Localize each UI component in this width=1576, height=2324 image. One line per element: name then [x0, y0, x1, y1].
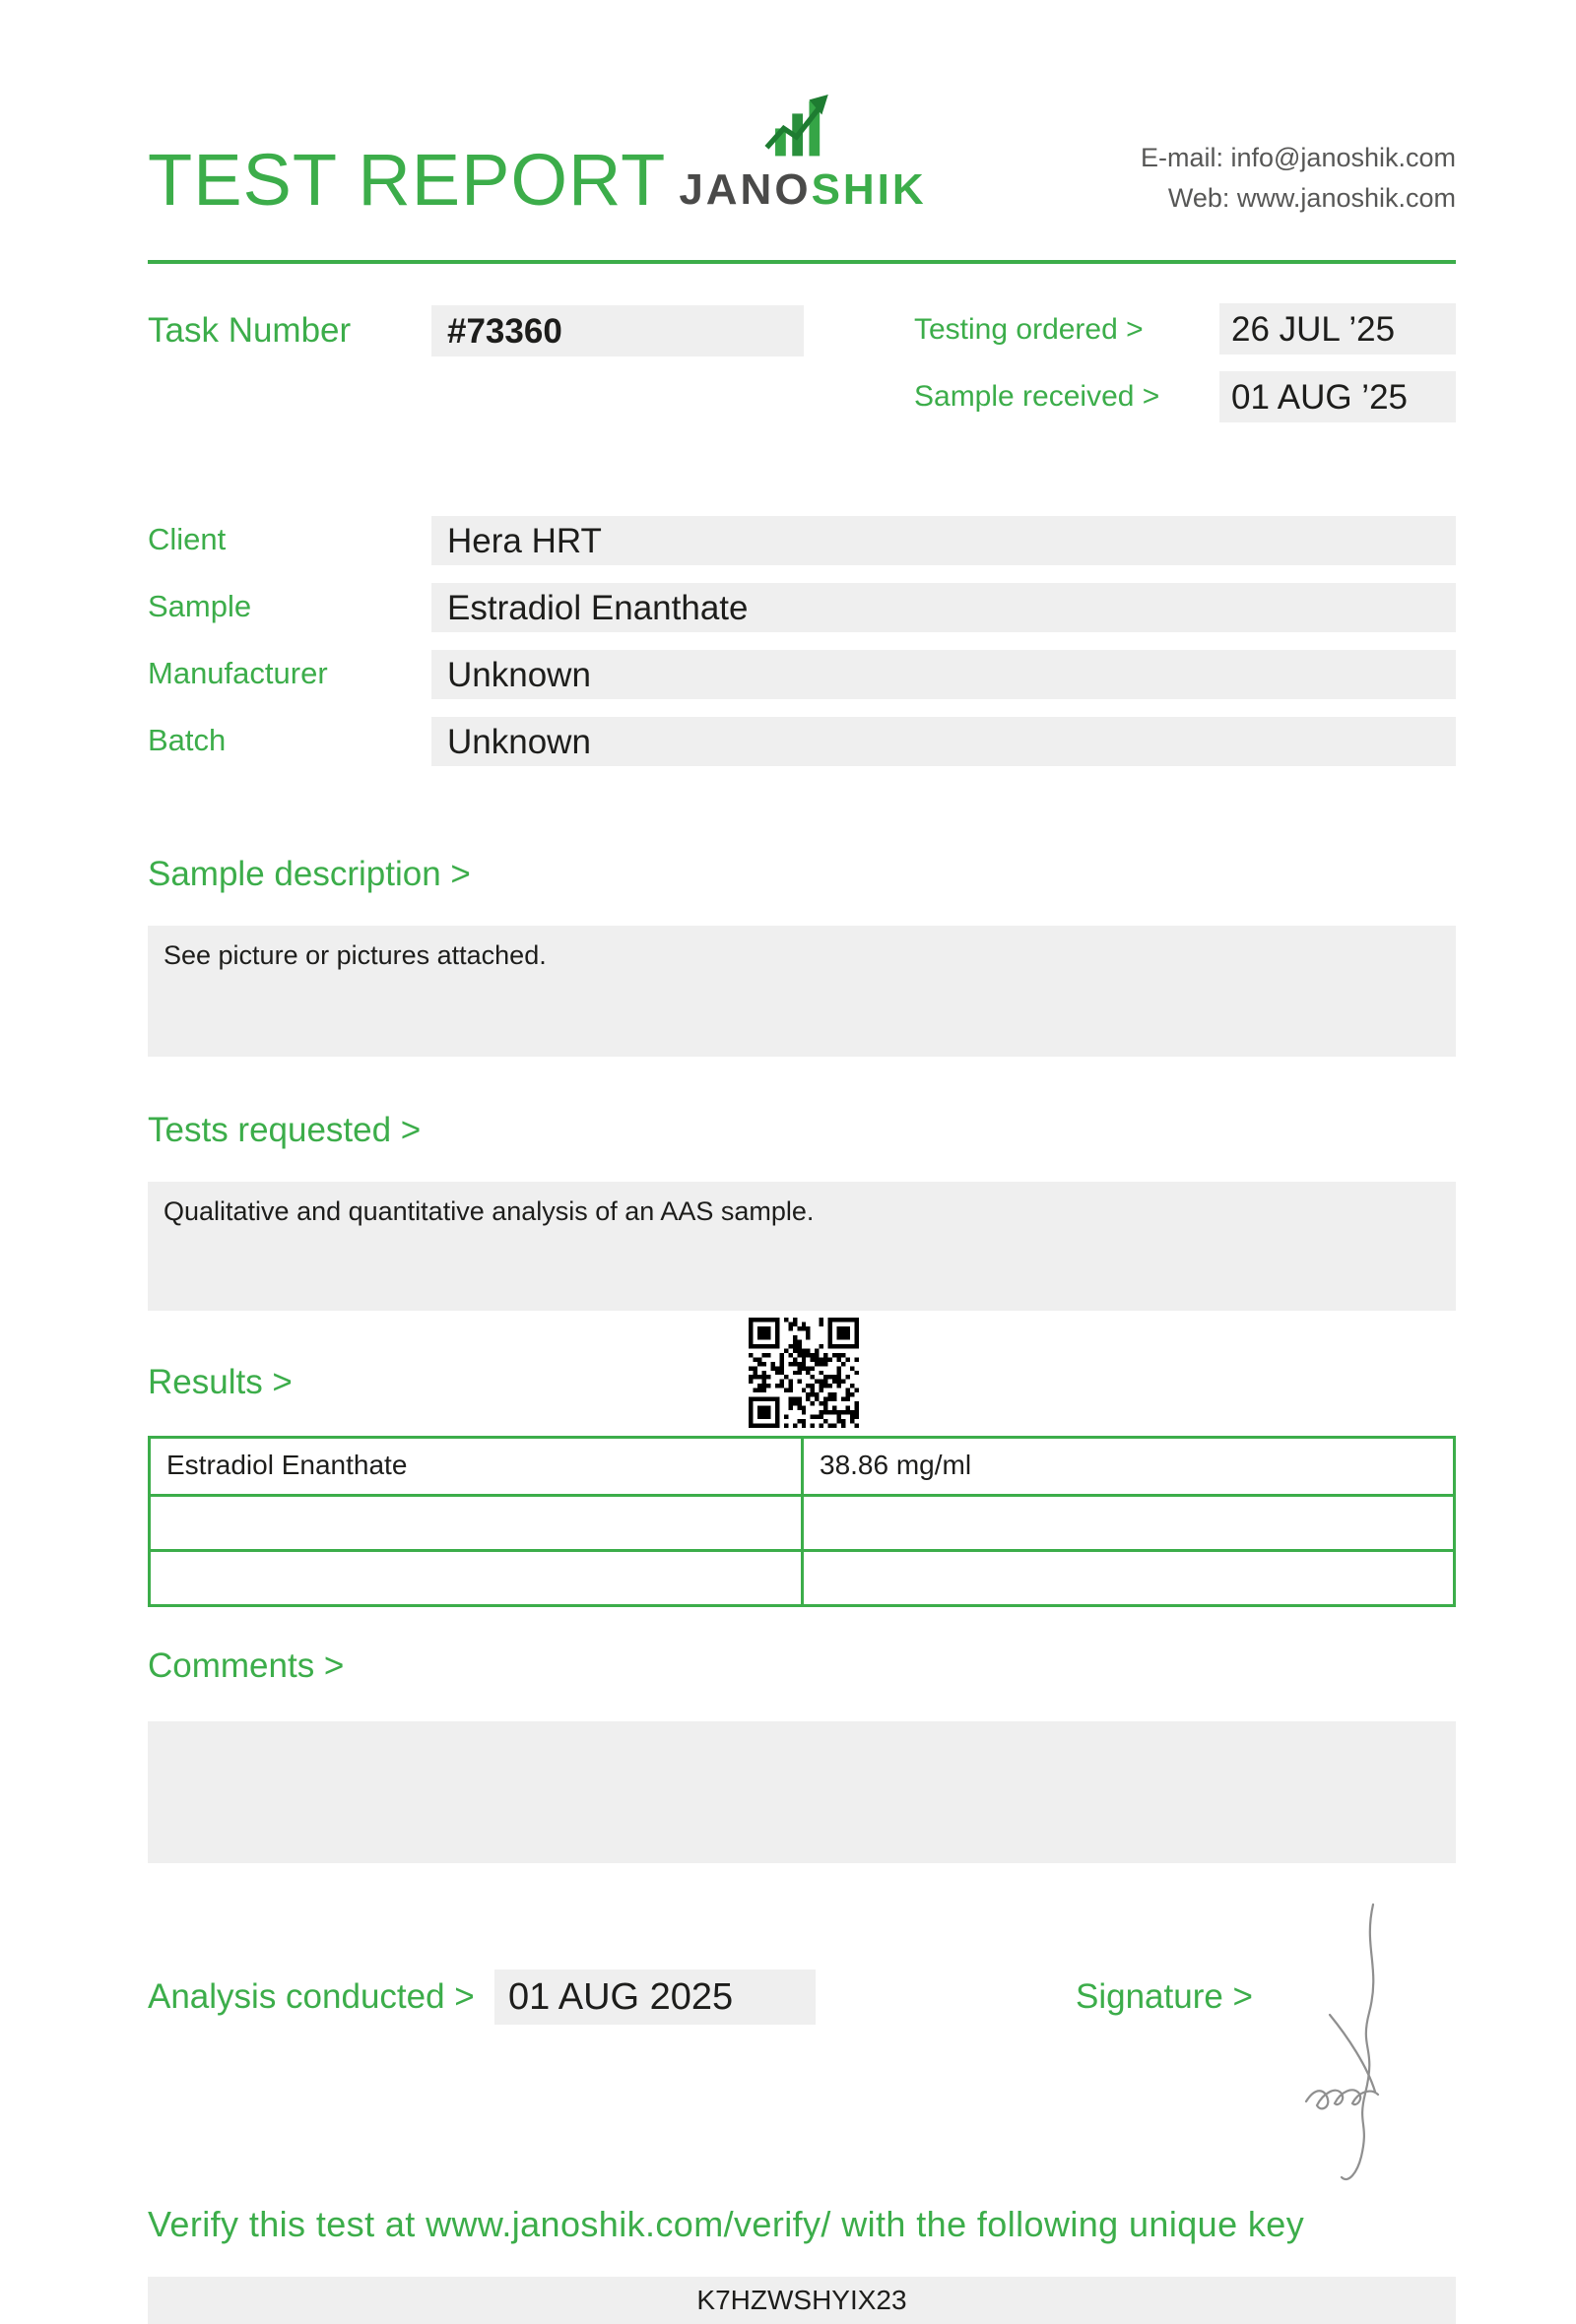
client-value: Hera HRT [431, 516, 1456, 565]
table-row [151, 1494, 1453, 1549]
result-value [804, 1552, 1453, 1604]
manufacturer-label: Manufacturer [148, 656, 328, 690]
contact-info [1141, 138, 1456, 219]
manufacturer-value: Unknown [431, 650, 1456, 699]
verify-instructions: Verify this test at www.janoshik.com/verify/ with the following unique key [148, 2204, 1305, 2244]
results-table [148, 1436, 1456, 1607]
header-divider [148, 260, 1456, 264]
batch-label: Batch [148, 723, 227, 757]
table-row [151, 1439, 1453, 1494]
tests-requested-box: Qualitative and quantitative analysis of an AAS sample. [148, 1182, 1456, 1311]
web-line [1141, 178, 1456, 219]
sample-received-value: 01 AUG ’25 [1219, 371, 1456, 422]
email-value: info@janoshik.com [1230, 143, 1456, 172]
result-analyte: Estradiol Enanthate [151, 1439, 804, 1494]
client-label: Client [148, 522, 227, 556]
qr-code [749, 1318, 859, 1428]
results-heading: Results > [148, 1363, 293, 1401]
analysis-conducted-label: Analysis conducted > [148, 1977, 475, 2016]
testing-ordered-label: Testing ordered > [914, 313, 1144, 346]
brand-logo [673, 83, 933, 215]
sample-label: Sample [148, 589, 252, 623]
table-row [151, 1549, 1453, 1604]
brand-name-dark: JANO [679, 165, 812, 214]
sample-received-label: Sample received > [914, 380, 1160, 413]
page-title: TEST REPORT [148, 139, 667, 221]
email-line [1141, 138, 1456, 178]
result-value [804, 1497, 1453, 1549]
brand-name-green: SHIK [811, 165, 927, 214]
task-number-value: #73360 [431, 305, 804, 356]
analysis-date-value: 01 AUG 2025 [494, 1969, 816, 2025]
signature-scribble [1277, 1897, 1438, 2192]
logo-bars-icon [760, 83, 845, 161]
sample-value: Estradiol Enanthate [431, 583, 1456, 632]
signature-label: Signature > [1076, 1977, 1253, 2016]
sample-description-box: See picture or pictures attached. [148, 926, 1456, 1057]
tests-requested-heading: Tests requested > [148, 1111, 422, 1149]
result-analyte [151, 1552, 804, 1604]
result-value: 38.86 mg/ml [820, 1450, 972, 1480]
batch-value: Unknown [431, 717, 1456, 766]
web-value: www.janoshik.com [1236, 183, 1456, 213]
task-number-label: Task Number [148, 311, 352, 350]
testing-ordered-value: 26 JUL ’25 [1219, 303, 1456, 355]
brand-name [673, 165, 933, 215]
comments-heading: Comments > [148, 1646, 345, 1685]
result-analyte [151, 1497, 804, 1549]
comments-box [148, 1721, 1456, 1863]
verify-key: K7HZWSHYIX23 [148, 2277, 1456, 2324]
sample-description-heading: Sample description > [148, 855, 471, 893]
web-label: Web: [1167, 183, 1230, 213]
email-label: E-mail: [1140, 143, 1223, 172]
